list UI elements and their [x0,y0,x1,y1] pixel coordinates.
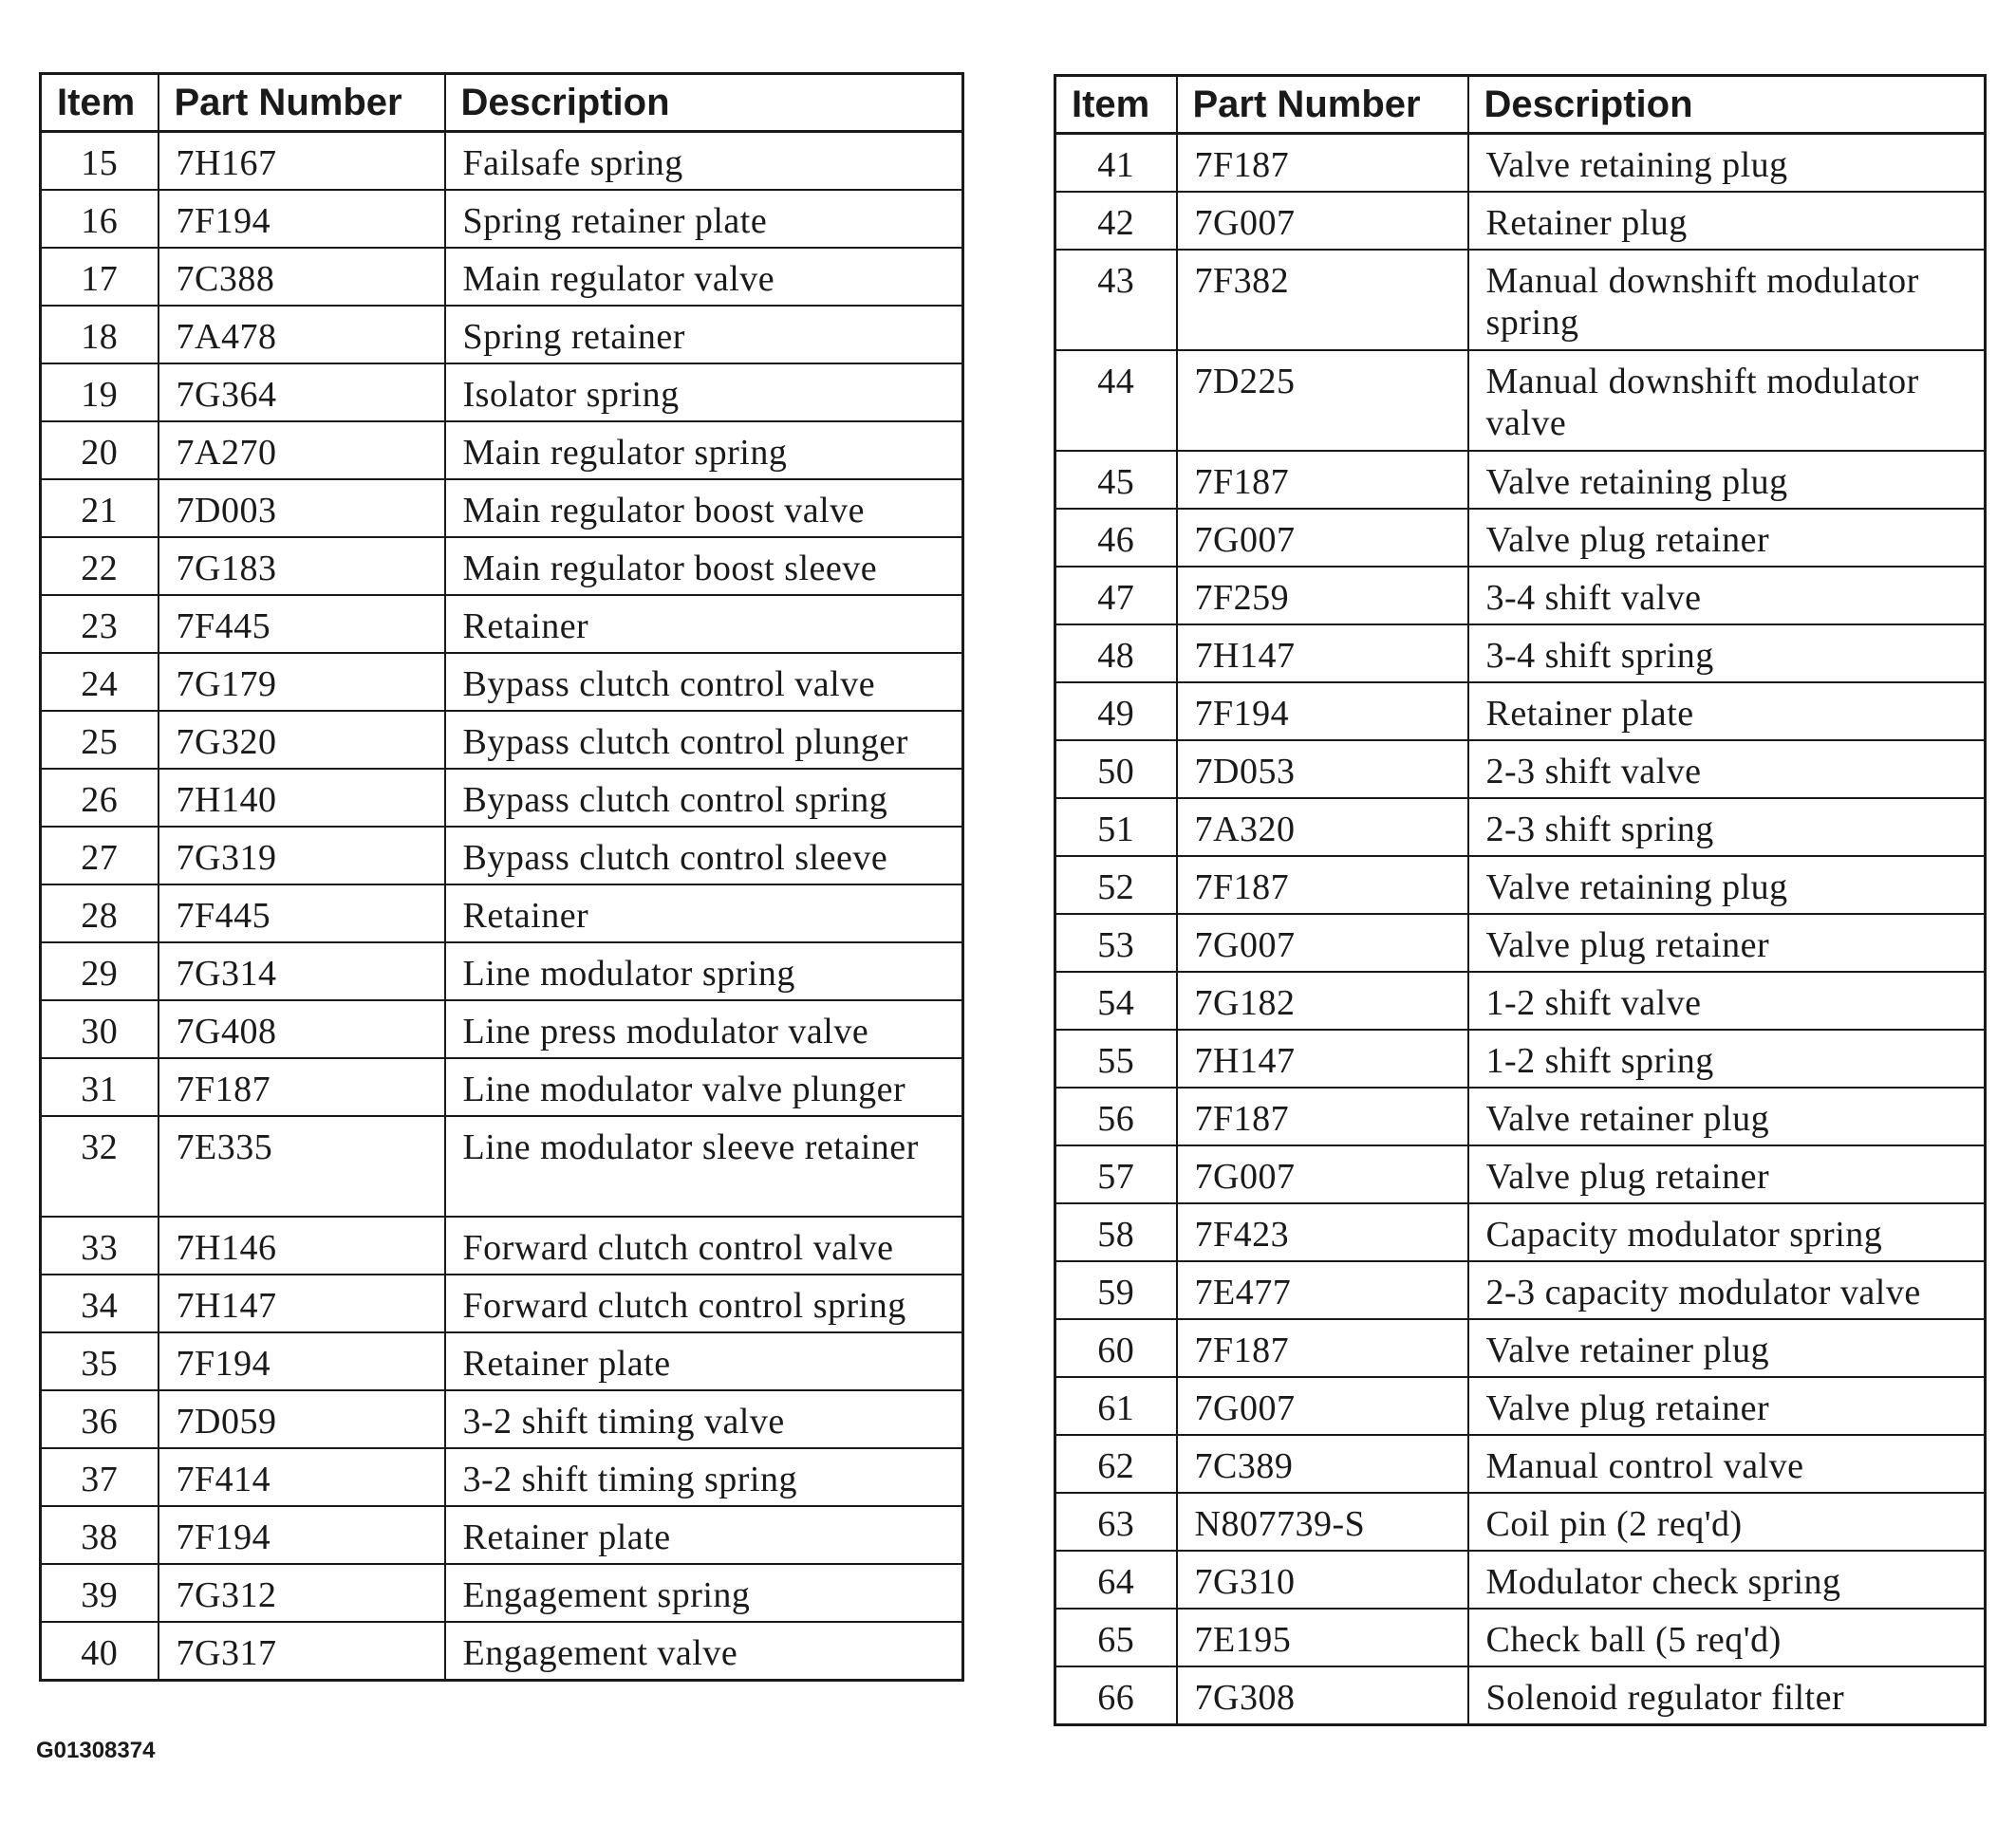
part-number-cell: 7G007 [1177,914,1468,972]
item-cell: 29 [41,942,159,1000]
item-cell: 17 [41,248,159,306]
item-cell: 33 [41,1217,159,1275]
table-row [1055,682,1986,740]
description-cell: Bypass clutch control sleeve [445,827,963,884]
part-number-cell: 7F194 [159,1506,445,1564]
part-number-cell: 7G182 [1177,972,1468,1030]
description-cell: 3-4 shift valve [1468,567,1986,624]
table-row [41,884,963,942]
table-row [1055,1261,1986,1319]
column-header-item: Item [1055,76,1177,134]
part-number-cell: 7A320 [1177,798,1468,856]
table-row [1055,1319,1986,1377]
part-number-cell: 7G007 [1177,1377,1468,1435]
part-number-cell: 7G183 [159,537,445,595]
item-cell: 63 [1055,1493,1177,1551]
description-cell: 2-3 shift spring [1468,798,1986,856]
table-row [1055,1088,1986,1145]
description-cell: Main regulator spring [445,421,963,479]
item-cell: 37 [41,1448,159,1506]
item-cell: 24 [41,653,159,711]
table-row [1055,134,1986,193]
item-cell: 28 [41,884,159,942]
item-cell: 44 [1055,350,1177,451]
description-cell: Valve plug retainer [1468,1377,1986,1435]
part-number-cell: N807739-S [1177,1493,1468,1551]
part-number-cell: 7H146 [159,1217,445,1275]
table-row [41,248,963,306]
description-cell: 3-2 shift timing spring [445,1448,963,1506]
description-cell: Forward clutch control valve [445,1217,963,1275]
description-cell: 2-3 shift valve [1468,740,1986,798]
part-number-cell: 7F187 [159,1058,445,1116]
description-cell: Bypass clutch control plunger [445,711,963,769]
description-cell: Solenoid regulator filter [1468,1666,1986,1725]
description-cell: Manual downshift modulator valve [1468,350,1986,451]
table-row [1055,1666,1986,1725]
description-cell: Bypass clutch control valve [445,653,963,711]
description-cell: Retainer [445,595,963,653]
description-cell: Valve retainer plug [1468,1088,1986,1145]
description-cell: Valve plug retainer [1468,1145,1986,1203]
item-cell: 38 [41,1506,159,1564]
table-row [1055,1030,1986,1088]
description-cell: Main regulator valve [445,248,963,306]
description-cell: Forward clutch control spring [445,1275,963,1332]
description-cell: Modulator check spring [1468,1551,1986,1609]
part-number-cell: 7F194 [159,190,445,248]
part-number-cell: 7G320 [159,711,445,769]
table-row [1055,1551,1986,1609]
description-cell: Line modulator sleeve retainer [445,1116,963,1217]
item-cell: 61 [1055,1377,1177,1435]
item-cell: 32 [41,1116,159,1217]
part-number-cell: 7G319 [159,827,445,884]
table-row [1055,1435,1986,1493]
column-header-part-number: Part Number [159,74,445,132]
item-cell: 18 [41,306,159,363]
part-number-cell: 7G312 [159,1564,445,1622]
item-cell: 48 [1055,624,1177,682]
item-cell: 56 [1055,1088,1177,1145]
table-row [1055,350,1986,451]
description-cell: Isolator spring [445,363,963,421]
part-number-cell: 7H140 [159,769,445,827]
table-row [41,942,963,1000]
table-row [41,1275,963,1332]
part-number-cell: 7G317 [159,1622,445,1681]
description-cell: Spring retainer [445,306,963,363]
description-cell: Spring retainer plate [445,190,963,248]
table-row [41,190,963,248]
description-cell: Valve retaining plug [1468,134,1986,193]
item-cell: 34 [41,1275,159,1332]
column-header-part-number: Part Number [1177,76,1468,134]
item-cell: 65 [1055,1609,1177,1666]
item-cell: 23 [41,595,159,653]
table-row [1055,914,1986,972]
part-number-cell: 7H147 [1177,1030,1468,1088]
description-cell: Valve plug retainer [1468,509,1986,567]
part-number-cell: 7F187 [1177,134,1468,193]
table-row [1055,798,1986,856]
table-row [1055,451,1986,509]
table-row [41,1217,963,1275]
table-row [1055,856,1986,914]
part-number-cell: 7D053 [1177,740,1468,798]
item-cell: 46 [1055,509,1177,567]
part-number-cell: 7C388 [159,248,445,306]
parts-table-right [1054,74,1987,1726]
table-row [1055,1203,1986,1261]
item-cell: 36 [41,1390,159,1448]
part-number-cell: 7F382 [1177,250,1468,350]
table-row [41,132,963,191]
item-cell: 60 [1055,1319,1177,1377]
part-number-cell: 7G007 [1177,509,1468,567]
description-cell: Retainer plate [1468,682,1986,740]
description-cell: 2-3 capacity modulator valve [1468,1261,1986,1319]
item-cell: 19 [41,363,159,421]
table-row [1055,624,1986,682]
description-cell: Failsafe spring [445,132,963,191]
part-number-cell: 7G007 [1177,192,1468,250]
part-number-cell: 7G314 [159,942,445,1000]
parts-table-left [39,72,964,1682]
description-cell: Line modulator valve plunger [445,1058,963,1116]
table-row [1055,250,1986,350]
description-cell: Engagement spring [445,1564,963,1622]
table-row [41,1564,963,1622]
description-cell: Line modulator spring [445,942,963,1000]
table-row [41,1332,963,1390]
item-cell: 43 [1055,250,1177,350]
item-cell: 41 [1055,134,1177,193]
part-number-cell: 7F194 [159,1332,445,1390]
part-number-cell: 7E195 [1177,1609,1468,1666]
table-header-row [41,74,963,132]
item-cell: 45 [1055,451,1177,509]
table-row [1055,192,1986,250]
part-number-cell: 7G310 [1177,1551,1468,1609]
description-cell: Capacity modulator spring [1468,1203,1986,1261]
item-cell: 59 [1055,1261,1177,1319]
part-number-cell: 7C389 [1177,1435,1468,1493]
description-cell: Valve retaining plug [1468,451,1986,509]
part-number-cell: 7G308 [1177,1666,1468,1725]
description-cell: Bypass clutch control spring [445,769,963,827]
item-cell: 15 [41,132,159,191]
description-cell: Main regulator boost sleeve [445,537,963,595]
part-number-cell: 7F187 [1177,1319,1468,1377]
table-row [41,479,963,537]
table-row [41,363,963,421]
part-number-cell: 7G364 [159,363,445,421]
table-row [41,537,963,595]
description-cell: Engagement valve [445,1622,963,1681]
item-cell: 21 [41,479,159,537]
table-row [1055,1145,1986,1203]
table-body-right [1055,134,1986,1725]
table-body-left [41,132,963,1681]
part-number-cell: 7F187 [1177,451,1468,509]
item-cell: 47 [1055,567,1177,624]
item-cell: 25 [41,711,159,769]
table-row [41,1622,963,1681]
part-number-cell: 7D225 [1177,350,1468,451]
part-number-cell: 7F445 [159,884,445,942]
item-cell: 50 [1055,740,1177,798]
table-row [1055,1493,1986,1551]
item-cell: 52 [1055,856,1177,914]
item-cell: 31 [41,1058,159,1116]
part-number-cell: 7F187 [1177,1088,1468,1145]
item-cell: 20 [41,421,159,479]
table-row [1055,1609,1986,1666]
part-number-cell: 7G007 [1177,1145,1468,1203]
part-number-cell: 7E477 [1177,1261,1468,1319]
part-number-cell: 7H147 [1177,624,1468,682]
table-row [41,1448,963,1506]
table-row [1055,567,1986,624]
item-cell: 40 [41,1622,159,1681]
item-cell: 62 [1055,1435,1177,1493]
table-row [1055,740,1986,798]
column-header-item: Item [41,74,159,132]
part-number-cell: 7G179 [159,653,445,711]
description-cell: Check ball (5 req'd) [1468,1609,1986,1666]
part-number-cell: 7A478 [159,306,445,363]
description-cell: Valve retaining plug [1468,856,1986,914]
part-number-cell: 7A270 [159,421,445,479]
description-cell: Valve retainer plug [1468,1319,1986,1377]
part-number-cell: 7D059 [159,1390,445,1448]
part-number-cell: 7H167 [159,132,445,191]
item-cell: 35 [41,1332,159,1390]
description-cell: Manual downshift modulator spring [1468,250,1986,350]
description-cell: 3-2 shift timing valve [445,1390,963,1448]
table-row [41,769,963,827]
table-row [41,306,963,363]
part-number-cell: 7F187 [1177,856,1468,914]
description-cell: Retainer plate [445,1332,963,1390]
table-row [1055,1377,1986,1435]
item-cell: 39 [41,1564,159,1622]
table-row [41,711,963,769]
item-cell: 49 [1055,682,1177,740]
part-number-cell: 7E335 [159,1116,445,1217]
part-number-cell: 7F259 [1177,567,1468,624]
table-row [41,827,963,884]
table-header-row [1055,76,1986,134]
item-cell: 27 [41,827,159,884]
part-number-cell: 7G408 [159,1000,445,1058]
figure-id: G01308374 [36,1738,156,1763]
table-row [41,1116,963,1217]
item-cell: 66 [1055,1666,1177,1725]
description-cell: Coil pin (2 req'd) [1468,1493,1986,1551]
table-row [41,421,963,479]
description-cell: Main regulator boost valve [445,479,963,537]
item-cell: 58 [1055,1203,1177,1261]
column-header-description: Description [445,74,963,132]
description-cell: Manual control valve [1468,1435,1986,1493]
description-cell: Retainer [445,884,963,942]
table-row [41,653,963,711]
description-cell: Line press modulator valve [445,1000,963,1058]
item-cell: 54 [1055,972,1177,1030]
table-row [1055,509,1986,567]
table-row [41,1058,963,1116]
item-cell: 16 [41,190,159,248]
table-row [41,595,963,653]
item-cell: 55 [1055,1030,1177,1088]
item-cell: 22 [41,537,159,595]
item-cell: 26 [41,769,159,827]
item-cell: 64 [1055,1551,1177,1609]
item-cell: 42 [1055,192,1177,250]
description-cell: Retainer plate [445,1506,963,1564]
description-cell: 3-4 shift spring [1468,624,1986,682]
item-cell: 57 [1055,1145,1177,1203]
part-number-cell: 7F445 [159,595,445,653]
part-number-cell: 7F194 [1177,682,1468,740]
item-cell: 30 [41,1000,159,1058]
description-cell: 1-2 shift spring [1468,1030,1986,1088]
description-cell: 1-2 shift valve [1468,972,1986,1030]
part-number-cell: 7H147 [159,1275,445,1332]
description-cell: Retainer plug [1468,192,1986,250]
column-header-description: Description [1468,76,1986,134]
item-cell: 53 [1055,914,1177,972]
table-row [41,1390,963,1448]
table-row [1055,972,1986,1030]
item-cell: 51 [1055,798,1177,856]
part-number-cell: 7F414 [159,1448,445,1506]
table-row [41,1506,963,1564]
description-cell: Valve plug retainer [1468,914,1986,972]
part-number-cell: 7D003 [159,479,445,537]
table-row [41,1000,963,1058]
part-number-cell: 7F423 [1177,1203,1468,1261]
